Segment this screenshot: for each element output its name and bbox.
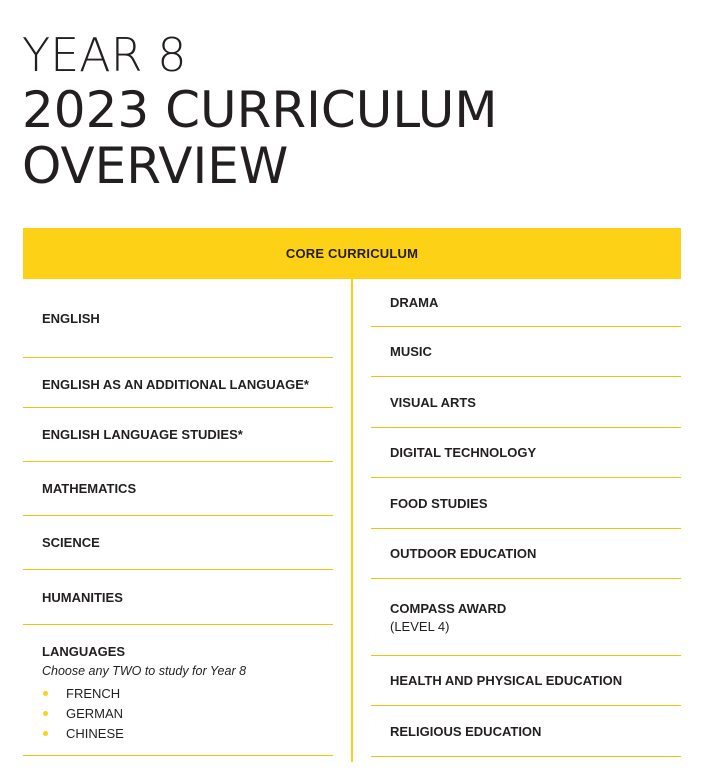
language-option: FRENCH	[42, 684, 333, 704]
language-option: GERMAN	[42, 704, 333, 724]
bullet-icon	[43, 691, 48, 696]
core-curriculum-banner: CORE CURRICULUM	[23, 228, 681, 279]
language-option: CHINESE	[42, 724, 333, 744]
subject-compass-award	[371, 579, 681, 656]
subject-health-pe: HEALTH AND PHYSICAL EDUCATION	[371, 656, 681, 706]
subject-drama: DRAMA	[371, 279, 681, 327]
subject-religious-education: RELIGIOUS EDUCATION	[371, 706, 681, 757]
subject-humanities: HUMANITIES	[23, 570, 333, 625]
languages-label: LANGUAGES	[42, 644, 126, 659]
subject-els: ENGLISH LANGUAGE STUDIES*	[23, 408, 333, 462]
subject-outdoor-education: OUTDOOR EDUCATION	[371, 529, 681, 579]
subject-visual-arts: VISUAL ARTS	[371, 377, 681, 428]
subject-music: MUSIC	[371, 327, 681, 377]
compass-award-level: (LEVEL 4)	[390, 618, 450, 634]
title-year: YEAR 8	[22, 28, 187, 82]
page-title	[22, 28, 682, 194]
subject-food-studies: FOOD STUDIES	[371, 478, 681, 529]
subject-digital-technology: DIGITAL TECHNOLOGY	[371, 428, 681, 478]
right-subject-column	[371, 279, 681, 757]
subject-languages	[23, 625, 333, 756]
title-line-2: OVERVIEW	[22, 137, 289, 195]
bullet-icon	[43, 711, 48, 716]
subject-science: SCIENCE	[23, 516, 333, 570]
left-subject-column	[23, 279, 333, 756]
title-line-1: 2023 CURRICULUM	[22, 81, 498, 139]
languages-note: Choose any TWO to study for Year 8	[42, 664, 247, 678]
bullet-icon	[43, 731, 48, 736]
column-divider	[351, 279, 353, 762]
subject-english: ENGLISH	[23, 279, 333, 358]
compass-award-label: COMPASS AWARD	[390, 600, 507, 616]
subject-eal: ENGLISH AS AN ADDITIONAL LANGUAGE*	[23, 358, 333, 408]
languages-options	[42, 684, 333, 744]
subject-mathematics: MATHEMATICS	[23, 462, 333, 516]
